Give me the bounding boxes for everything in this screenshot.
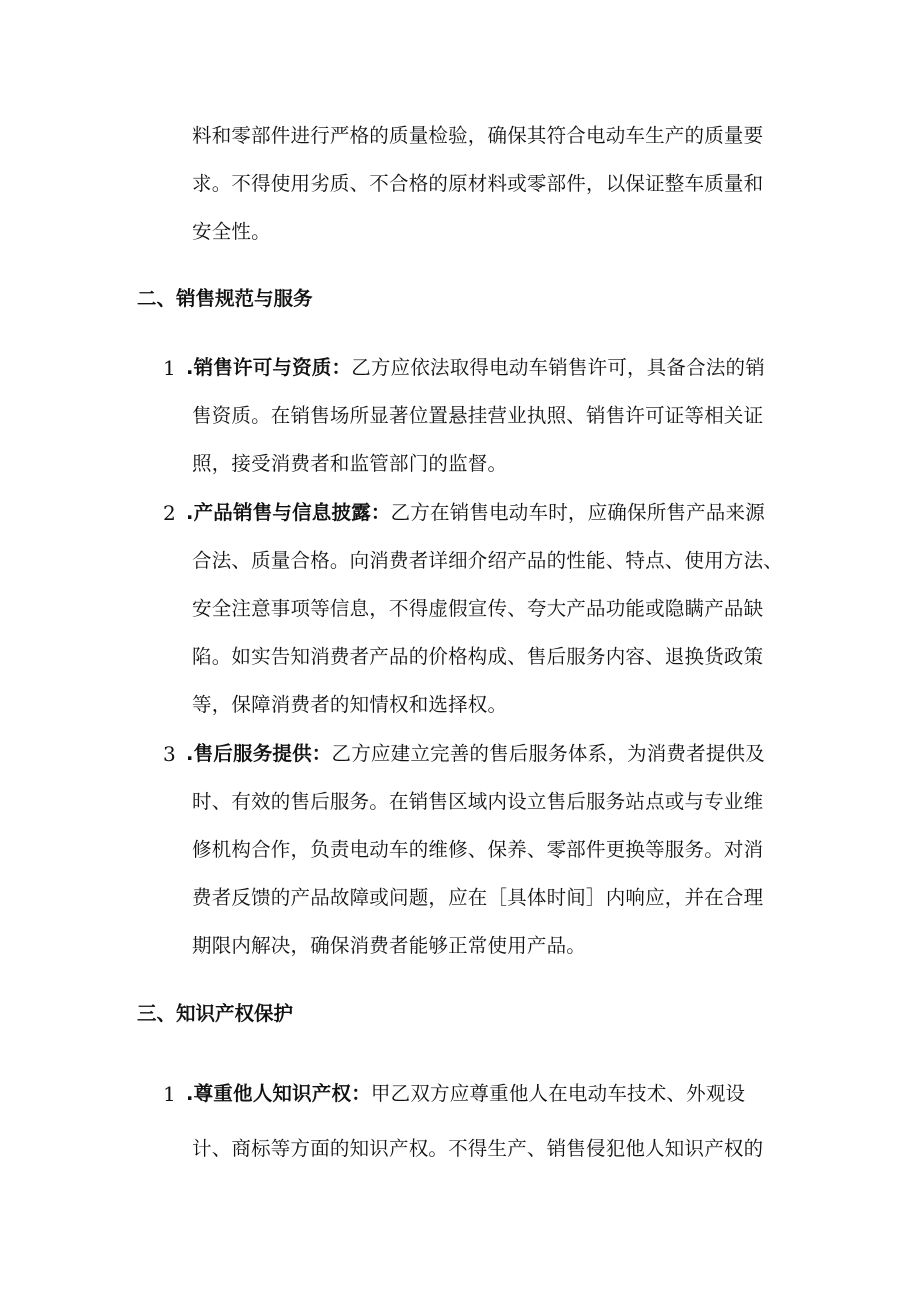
list-item-line: 安全注意事项等信息，不得虚假宣传、夸大产品功能或隐瞒产品缺 bbox=[192, 597, 764, 620]
item-lead: .销售许可与资质： bbox=[186, 356, 352, 379]
intro-line-2: 求。不得使用劣质、不合格的原材料或零部件，以保证整车质量和 bbox=[192, 172, 764, 195]
item-number: 1 bbox=[163, 1082, 176, 1106]
item-first-text: 乙方在销售电动车时，应确保所售产品来源 bbox=[390, 501, 765, 524]
list-item-line: 合法、质量合格。向消费者详细介绍产品的性能、特点、使用方法、 bbox=[192, 549, 784, 572]
intro-line-3: 安全性。 bbox=[192, 220, 271, 243]
item-first-text: 乙方应依法取得电动车销售许可，具备合法的销 bbox=[351, 356, 765, 379]
list-item-line: 时、有效的售后服务。在销售区域内设立售后服务站点或与专业维 bbox=[192, 790, 764, 813]
item-number: 3 bbox=[163, 742, 176, 766]
item-number: 1 bbox=[163, 356, 176, 380]
item-first-text: 甲乙双方应尊重他人在电动车技术、外观设 bbox=[370, 1082, 746, 1105]
list-item-first-line bbox=[186, 1081, 745, 1107]
list-item-first-line bbox=[186, 355, 765, 381]
list-item-first-line bbox=[186, 741, 765, 767]
item-lead: .产品销售与信息披露： bbox=[186, 501, 391, 524]
list-item-line: 计、商标等方面的知识产权。不得生产、销售侵犯他人知识产权的 bbox=[192, 1137, 764, 1160]
intro-line-1: 料和零部件进行严格的质量检验，确保其符合电动车生产的质量要 bbox=[192, 124, 764, 147]
list-item-line: 修机构合作，负责电动车的维修、保养、零部件更换等服务。对消 bbox=[192, 838, 764, 861]
item-lead: .售后服务提供： bbox=[186, 742, 332, 765]
list-item-line: 照，接受消费者和监管部门的监督。 bbox=[192, 452, 508, 475]
section-heading-2: 二、销售规范与服务 bbox=[137, 287, 313, 310]
item-first-text: 乙方应建立完善的售后服务体系，为消费者提供及 bbox=[331, 742, 765, 765]
list-item-first-line bbox=[186, 500, 765, 526]
list-item-line: 期限内解决，确保消费者能够正常使用产品。 bbox=[192, 934, 587, 957]
item-number: 2 bbox=[163, 501, 176, 525]
list-item-line: 费者反馈的产品故障或问题，应在［具体时间］内响应，并在合理 bbox=[192, 886, 764, 909]
section-heading-3: 三、知识产权保护 bbox=[137, 1002, 294, 1025]
list-item-line: 等，保障消费者的知情权和选择权。 bbox=[192, 693, 508, 716]
list-item-line: 陷。如实告知消费者产品的价格构成、售后服务内容、退换货政策 bbox=[192, 645, 764, 668]
item-lead: .尊重他人知识产权： bbox=[186, 1082, 371, 1105]
list-item-line: 售资质。在销售场所显著位置悬挂营业执照、销售许可证等相关证 bbox=[192, 404, 764, 427]
